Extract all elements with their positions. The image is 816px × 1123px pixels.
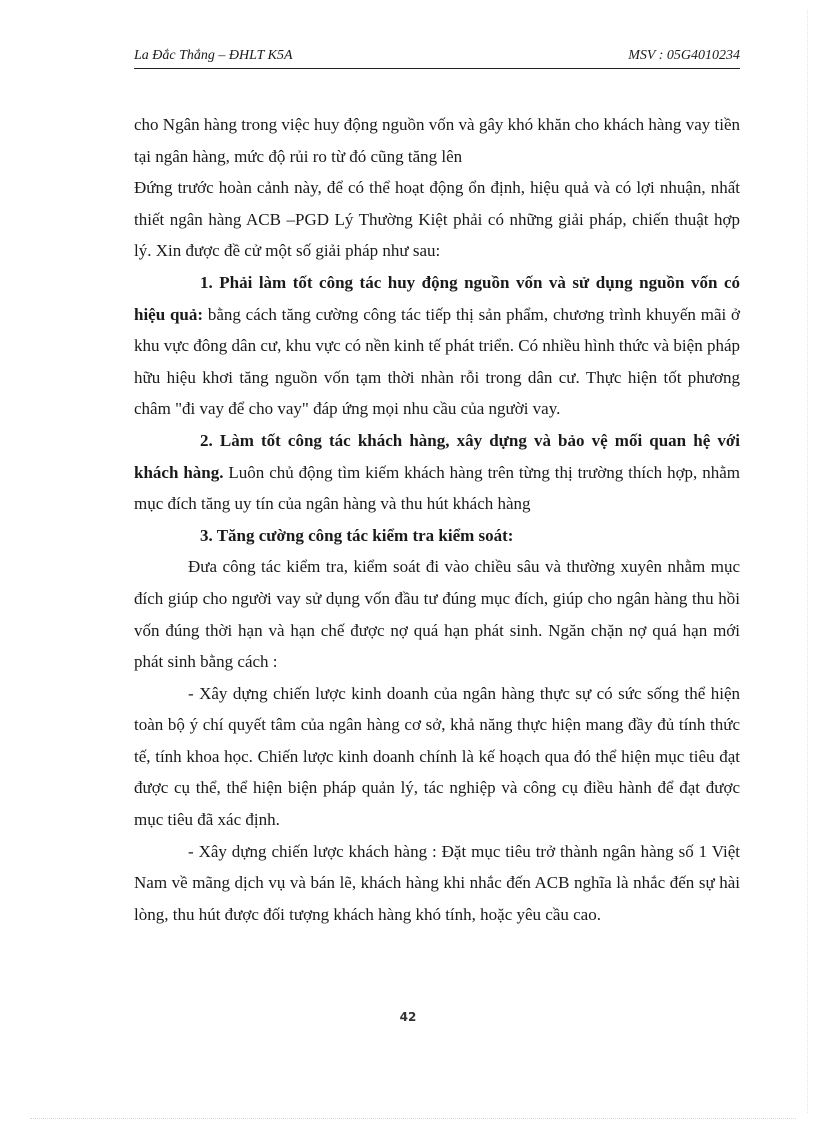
solution-2-heading: 2. Làm tốt công tác khách hàng, xây dựng và bảo vệ mối quan hệ với khách hàng.	[134, 430, 740, 482]
page-footer-guide	[30, 1118, 796, 1119]
paragraph-intro-continued: cho Ngân hàng trong việc huy động nguồn vốn và gây khó khăn cho khách hàng vay tiền tại ngân hàng, mức độ rủi ro từ đó cũng tăng lên	[134, 115, 740, 166]
header-author: La Đắc Thắng – ĐHLT K5A	[134, 48, 293, 63]
paragraph-customer-strategy: - Xây dựng chiến lược khách hàng : Đặt mục tiêu trở thành ngân hàng số 1 Việt Nam về mãng dịch vụ và bán lẽ, khách hàng khi nhắc đến ACB nghĩa là nhắc đến sự hài lòng, thu hút được đối tượng khách hàng khó tính, hoặc yêu cầu cao.	[134, 841, 740, 924]
solution-3-heading: 3. Tăng cường công tác kiểm tra kiểm soát:	[200, 525, 514, 545]
document-body	[134, 109, 740, 930]
paragraph-inspection: Đưa công tác kiểm tra, kiểm soát đi vào chiều sâu và thường xuyên nhằm mục đích giúp cho người vay sử dụng vốn đầu tư đúng mục đích, giúp cho ngân hàng thu hồi vốn đúng thời hạn và hạn chế được nợ quá hạn phát sinh. Ngăn chặn nợ quá hạn mới phát sinh bằng cách :	[134, 557, 740, 672]
solution-1	[134, 267, 740, 425]
page-number: 42	[399, 1010, 417, 1024]
solution-1-heading: 1. Phải làm tốt công tác huy động nguồn vốn và sử dụng nguồn vốn có hiệu quả:	[134, 272, 740, 324]
paragraph-business-strategy: - Xây dựng chiến lược kinh doanh của ngân hàng thực sự có sức sống thể hiện toàn bộ ý chí quyết tâm của ngân hàng cơ sở, khả năng thực hiện mang đầy đủ tính thức tế, tính khoa học. Chiến lược kinh doanh chính là kế hoạch qua đó thể hiện mục tiêu đạt được cụ thể, thể hiện biện pháp quản lý, tác nghiệp và công cụ điều hành để đạt được mục tiêu đã xác định.	[134, 683, 740, 830]
solution-1-text: bằng cách tăng cường công tác tiếp thị sản phẩm, chương trình khuyến mãi ở khu vực đông dân cư, khu vực có nền kinh tế phát triển. Có nhiều hình thức và biện pháp hữu hiệu khơi tăng nguồn vốn tạm thời nhàn rỗi trong dân cư. Thực hiện tốt phương châm "đi vay để cho vay" đáp ứng mọi nhu cầu của người vay.	[134, 304, 741, 419]
solution-2	[134, 425, 740, 520]
solution-2-text: Luôn chủ động tìm kiếm khách hàng trên từng thị trường thích hợp, nhằm mục đích tăng uy tín của ngân hàng và thu hút khách hàng	[134, 462, 740, 514]
page-edge-guide	[807, 10, 808, 1113]
header-student-id: MSV : 05G4010234	[628, 48, 740, 63]
page-header	[134, 44, 740, 69]
paragraph-context: Đứng trước hoàn cảnh này, để có thể hoạt động ổn định, hiệu quả và có lợi nhuận, nhất thiết ngân hàng ACB –PGD Lý Thường Kiệt phải có những giải pháp, chiến thuật hợp lý. Xin được đề cử một số giải pháp như sau:	[134, 178, 740, 261]
